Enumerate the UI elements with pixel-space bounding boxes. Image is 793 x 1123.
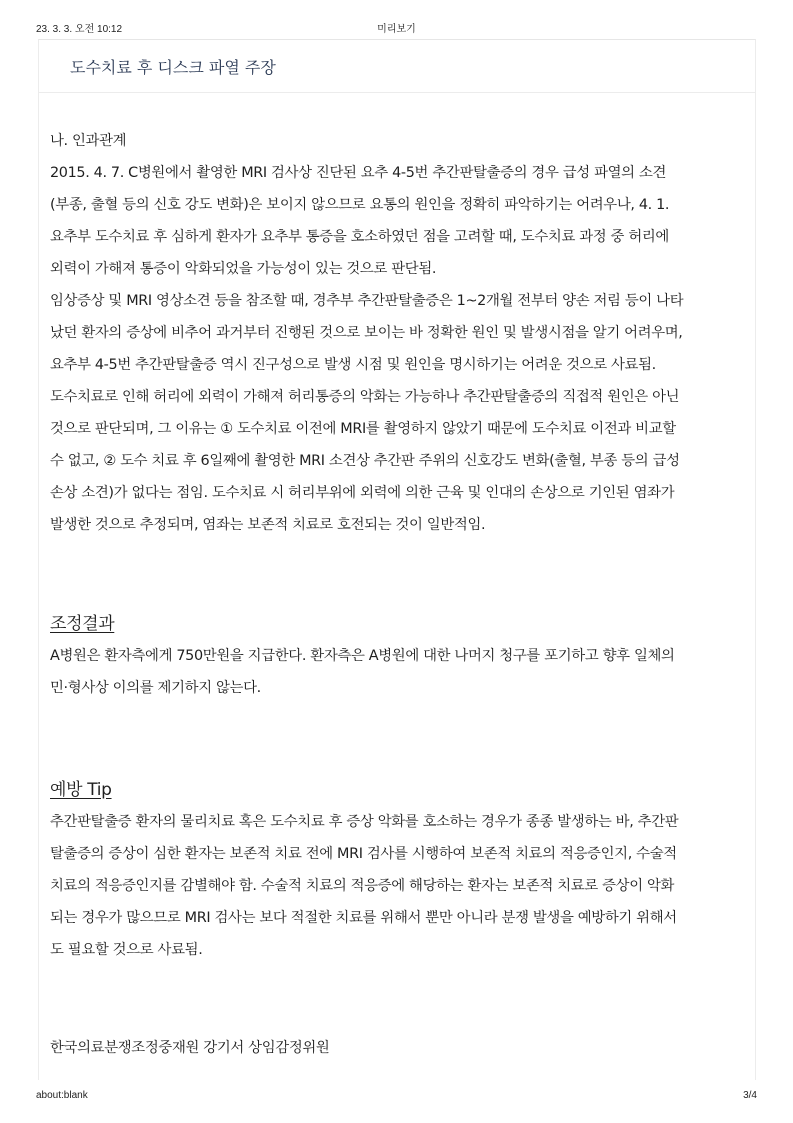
print-header	[0, 20, 793, 34]
causation-line: 것으로 판단되며, 그 이유는 ① 도수치료 이전에 MRI를 촬영하지 않았기 때문에 도수치료 이전과 비교할	[50, 421, 676, 437]
print-title: 미리보기	[377, 24, 416, 35]
prevention-tip-line: 탈출증의 증상이 심한 환자는 보존적 치료 전에 MRI 검사를 시행하여 보존적 치료의 적응증인지, 수술적	[50, 846, 677, 862]
causation-section	[50, 125, 683, 541]
mediation-result-line: 민·형사상 이의를 제기하지 않는다.	[50, 680, 261, 696]
causation-line: 발생한 것으로 추정되며, 염좌는 보존적 치료로 호전되는 것이 일반적임.	[50, 517, 486, 533]
page-number: 3/4	[743, 1090, 757, 1101]
prevention-tip-line: 치료의 적응증인지를 감별해야 함. 수술적 치료의 적응증에 해당하는 환자는 보존적 치료로 증상이 악화	[50, 878, 675, 894]
causation-line: 요추부 도수치료 후 심하게 환자가 요추부 통증을 호소하였던 점을 고려할 때, 도수치료 과정 중 허리에	[50, 229, 669, 245]
mediation-result-heading: 조정결과	[50, 614, 115, 634]
document-title-bar	[39, 40, 755, 93]
prevention-tip-section	[50, 774, 678, 966]
causation-line: 요추부 4-5번 추간판탈출증 역시 진구성으로 발생 시점 및 원인을 명시하기는 어려운 것으로 사료됨.	[50, 357, 656, 373]
print-date: 23. 3. 3. 오전 10:12	[36, 24, 123, 35]
prevention-tip-line: 도 필요할 것으로 사료됨.	[50, 942, 203, 958]
author-credit: 한국의료분쟁조정중재원 강기서 상임감정위원	[50, 1040, 330, 1056]
prevention-tip-line: 되는 경우가 많으므로 MRI 검사는 보다 적절한 치료를 위해서 뿐만 아니라 분쟁 발생을 예방하기 위해서	[50, 910, 677, 926]
mediation-result-section	[50, 608, 675, 704]
causation-line: (부종, 출혈 등의 신호 강도 변화)은 보이지 않으므로 요통의 원인을 정확히 파악하기는 어려우나, 4. 1.	[50, 197, 670, 213]
prevention-tip-line: 추간판탈출증 환자의 물리치료 혹은 도수치료 후 증상 악화를 호소하는 경우가 종종 발생하는 바, 추간판	[50, 814, 679, 830]
causation-line: 임상증상 및 MRI 영상소견 등을 참조할 때, 경추부 추간판탈출증은 1~2개월 전부터 양손 저림 등이 나타	[50, 293, 684, 309]
author-section	[50, 1032, 329, 1064]
causation-line: 2015. 4. 7. C병원에서 촬영한 MRI 검사상 진단된 요추 4-5번 추간판탈출증의 경우 급성 파열의 소견	[50, 165, 667, 181]
print-footer	[0, 1090, 793, 1104]
prevention-tip-heading: 예방 Tip	[50, 780, 112, 800]
print-url: about:blank	[36, 1090, 88, 1101]
mediation-result-line: A병원은 환자측에게 750만원을 지급한다. 환자측은 A병원에 대한 나머지 청구를 포기하고 향후 일체의	[50, 648, 675, 664]
causation-line: 손상 소견)가 없다는 점임. 도수치료 시 허리부위에 외력에 의한 근육 및 인대의 손상으로 기인된 염좌가	[50, 485, 675, 501]
causation-line: 도수치료로 인해 허리에 외력이 가해져 허리통증의 악화는 가능하나 추간판탈출증의 직접적 원인은 아닌	[50, 389, 680, 405]
causation-line: 수 없고, ② 도수 치료 후 6일째에 촬영한 MRI 소견상 추간판 주위의 신호강도 변화(출혈, 부종 등의 급성	[50, 453, 680, 469]
document-frame	[38, 39, 756, 1080]
causation-line: 났던 환자의 증상에 비추어 과거부터 진행된 것으로 보이는 바 정확한 원인 및 발생시점을 알기 어려우며,	[50, 325, 683, 341]
causation-line: 외력이 가해져 통증이 악화되었을 가능성이 있는 것으로 판단됨.	[50, 261, 437, 277]
document-title: 도수치료 후 디스크 파열 주장	[70, 58, 276, 77]
causation-heading: 나. 인과관계	[50, 133, 127, 149]
